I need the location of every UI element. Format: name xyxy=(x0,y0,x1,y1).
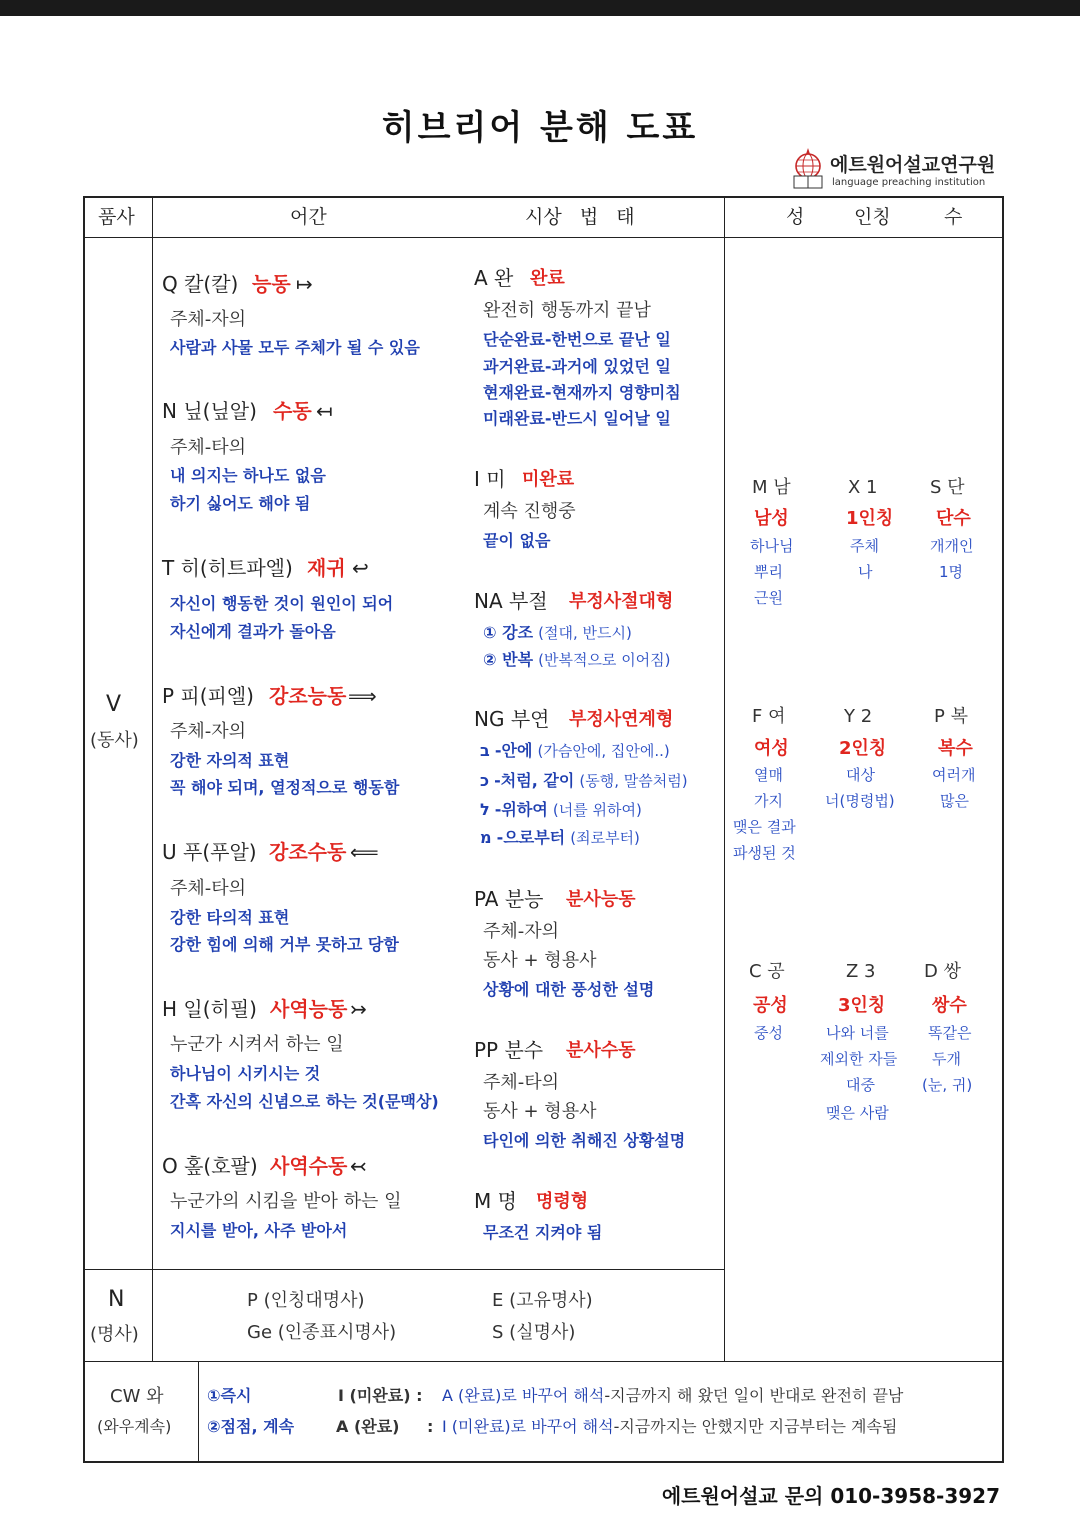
cw-row1-label: ①즉시 xyxy=(207,1386,252,1405)
tense-m-line: 무조건 지켜야 됨 xyxy=(483,1223,603,1242)
ng-item: כ -처럼, 같이 (동행, 말씀처럼) xyxy=(480,771,688,790)
stem-u-line: 강한 타의적 표현 xyxy=(170,908,290,927)
stem-o-name: 사역수동 xyxy=(270,1154,348,1178)
number-s-code: S 단 xyxy=(930,477,965,498)
stem-u-subject: 주체-타의 xyxy=(170,878,247,899)
stem-o-line: 지시를 받아, 사주 받아서 xyxy=(170,1221,348,1240)
cw-row2-label: ②점점, 계속 xyxy=(207,1417,295,1436)
number-p-line: 여러개 xyxy=(932,766,976,784)
verb-name: (동사) xyxy=(90,730,139,751)
na-item: ② 반복 (반복적으로 이어짐) xyxy=(483,650,671,669)
person-3-line: 제외한 자들 xyxy=(820,1050,898,1068)
number-p-code: P 복 xyxy=(934,706,968,727)
stem-q-name: 능동 xyxy=(252,272,291,296)
gender-m-line: 근원 xyxy=(754,589,783,607)
tense-na-name: 부정사절대형 xyxy=(569,591,674,612)
cw-row2-colon: : xyxy=(427,1417,434,1436)
person-1-code: X 1 xyxy=(848,477,878,498)
noun-item: P (인칭대명사) xyxy=(247,1290,365,1311)
stem-q-arrow-icon: ↦ xyxy=(296,272,313,296)
person-1-line: 나 xyxy=(858,563,873,581)
tense-pp-line: 타인에 의한 취해진 상황설명 xyxy=(483,1131,686,1150)
gender-m-line: 하나님 xyxy=(750,537,794,555)
gender-m-line: 뿌리 xyxy=(754,563,783,581)
stem-h-code: H 일(히필) xyxy=(162,997,257,1021)
tense-pa-name: 분사능동 xyxy=(566,889,636,910)
na-item: ① 강조 (절대, 반드시) xyxy=(483,623,632,642)
globe-logo-icon xyxy=(788,146,828,192)
logo xyxy=(788,146,1008,192)
stem-n-subject: 주체-타의 xyxy=(170,437,247,458)
cw-divider xyxy=(83,1361,1004,1362)
ng-item: מ -으로부터 (죄로부터) xyxy=(480,828,640,847)
number-s-name: 단수 xyxy=(936,508,971,529)
table-border-top xyxy=(83,196,1004,198)
person-1-line: 주체 xyxy=(850,537,879,555)
ng-item: ב -안에 (가슴안에, 집안에..) xyxy=(480,741,670,760)
person-3-code: Z 3 xyxy=(846,961,876,982)
stem-t-name: 재귀 xyxy=(307,556,346,580)
tense-a-line: 단순완료-한번으로 끝난 일 xyxy=(483,330,671,349)
tense-na-code: NA 부절 xyxy=(474,589,548,613)
person-3-line: 대중 xyxy=(846,1076,875,1094)
tense-pa-extra: 동사 + 형용사 xyxy=(483,950,597,971)
tense-i-subject: 계속 진행중 xyxy=(483,501,576,522)
footer-contact: 에트원어설교 문의 010-3958-3927 xyxy=(661,1484,1000,1508)
stem-h-line: 하나님이 시키시는 것 xyxy=(170,1064,321,1083)
noun-item: S (실명사) xyxy=(492,1322,576,1343)
stem-h-subject: 누군가 시켜서 하는 일 xyxy=(170,1034,344,1055)
tense-pp-subject: 주체-타의 xyxy=(483,1072,560,1093)
ng-item: ל -위하여 (너를 위하여) xyxy=(480,800,642,819)
table-border-left xyxy=(83,196,85,1463)
noun-code: N xyxy=(108,1287,125,1312)
gender-f-code: F 여 xyxy=(752,706,786,727)
cw-row1-desc: A (완료)로 바꾸어 해석-지금까지 해 왔던 일이 반대로 완전히 끝남 xyxy=(442,1386,904,1405)
tense-m-name: 명령형 xyxy=(536,1191,589,1212)
stem-t-code: T 히(히트파엘) xyxy=(162,556,293,580)
tense-a-code: A 완 xyxy=(474,266,514,290)
number-d-name: 쌍수 xyxy=(932,995,967,1016)
person-2-name: 2인칭 xyxy=(839,738,887,759)
stem-q-line: 사람과 사물 모두 주체가 될 수 있음 xyxy=(170,338,420,357)
stem-t-line: 자신에게 결과가 돌아옴 xyxy=(170,622,336,641)
table-border-bottom xyxy=(83,1461,1004,1463)
gender-c-name: 공성 xyxy=(753,995,788,1016)
person-2-line: 너(명령법) xyxy=(825,792,895,810)
stem-o-arrow-icon: ↢ xyxy=(350,1154,367,1178)
header-gender: 성 xyxy=(786,206,805,228)
cw-column-divider xyxy=(198,1361,199,1462)
tense-a-line: 미래완료-반드시 일어날 일 xyxy=(483,409,671,428)
gender-f-line: 열매 xyxy=(754,766,783,784)
stem-t-line: 자신이 행동한 것이 원인이 되어 xyxy=(170,594,394,613)
gender-f-line: 가지 xyxy=(754,792,783,810)
header-pos: 품사 xyxy=(98,206,135,228)
stem-p-line: 꼭 해야 되며, 열정적으로 행동함 xyxy=(170,778,400,797)
noun-item: Ge (인종표시명사) xyxy=(247,1322,397,1343)
tense-pa-subject: 주체-자의 xyxy=(483,921,560,942)
person-3-line: 나와 너를 xyxy=(826,1024,889,1042)
tense-m-code: M 명 xyxy=(474,1189,517,1213)
tense-ng-name: 부정사연계형 xyxy=(569,709,674,730)
person-2-code: Y 2 xyxy=(844,706,873,727)
person-3-name: 3인칭 xyxy=(838,995,886,1016)
tense-a-name: 완료 xyxy=(530,268,565,289)
cw-code: CW 와 xyxy=(110,1386,164,1407)
gender-f-line: 맺은 결과 xyxy=(733,818,796,836)
tense-a-line: 과거완료-과거에 있었던 일 xyxy=(483,357,671,376)
cw-name: (와우계속) xyxy=(97,1417,172,1436)
stem-h-line: 간혹 자신의 신념으로 하는 것(문맥상) xyxy=(170,1092,439,1111)
number-d-line: 두개 xyxy=(932,1050,961,1068)
stem-p-line: 강한 자의적 표현 xyxy=(170,751,290,770)
person-3-line: 맺은 사람 xyxy=(826,1104,889,1122)
noun-item: E (고유명사) xyxy=(492,1290,593,1311)
number-s-line: 개개인 xyxy=(930,537,974,555)
cw-row1-mid: I (미완료) : xyxy=(338,1386,423,1405)
tense-i-code: I 미 xyxy=(474,467,506,491)
person-2-line: 대상 xyxy=(846,766,875,784)
number-d-line: 똑같은 xyxy=(928,1024,972,1042)
stem-n-name: 수동 xyxy=(273,399,312,423)
number-s-line: 1명 xyxy=(939,563,964,581)
tense-a-line: 현재완료-현재까지 영향미침 xyxy=(483,383,681,402)
tense-i-line: 끝이 없음 xyxy=(483,531,551,550)
stem-p-name: 강조능동 xyxy=(269,684,347,708)
noun-name: (명사) xyxy=(90,1324,139,1345)
stem-h-arrow-icon: ↣ xyxy=(350,997,367,1021)
table-border-right xyxy=(1002,196,1004,1463)
number-p-line: 많은 xyxy=(940,792,969,810)
header-tense: 시상 법 태 xyxy=(525,206,635,228)
top-bar xyxy=(0,0,1080,16)
tense-ng-code: NG 부연 xyxy=(474,707,550,731)
stem-o-subject: 누군가의 시킴을 받아 하는 일 xyxy=(170,1191,402,1212)
stem-p-subject: 주체-자의 xyxy=(170,721,247,742)
gender-f-name: 여성 xyxy=(754,738,789,759)
tense-pp-extra: 동사 + 형용사 xyxy=(483,1101,597,1122)
stem-u-name: 강조수동 xyxy=(269,840,347,864)
header-divider xyxy=(83,237,1004,238)
logo-subtitle: language preaching institution xyxy=(832,177,986,188)
verb-code: V xyxy=(106,692,122,717)
stem-q-code: Q 칼(칼) xyxy=(162,272,239,296)
gender-m-name: 남성 xyxy=(754,508,789,529)
gender-f-line: 파생된 것 xyxy=(733,844,796,862)
tense-pa-line: 상황에 대한 풍성한 설명 xyxy=(483,980,655,999)
stem-n-line: 내 의지는 하나도 없음 xyxy=(170,466,326,485)
stem-h-name: 사역능동 xyxy=(270,997,348,1021)
cw-row2-mid: A (완료) xyxy=(336,1417,400,1436)
gender-column-divider xyxy=(724,196,725,1362)
number-d-code: D 쌍 xyxy=(924,961,961,982)
tense-pp-name: 분사수동 xyxy=(566,1040,636,1061)
person-1-name: 1인칭 xyxy=(846,508,894,529)
verb-noun-divider xyxy=(83,1269,724,1270)
tense-pp-code: PP 분수 xyxy=(474,1038,544,1062)
stem-p-code: P 피(피엘) xyxy=(162,684,254,708)
stem-n-code: N 닢(닢알) xyxy=(162,399,257,423)
header-number: 수 xyxy=(944,206,963,228)
gender-c-code: C 공 xyxy=(749,961,785,982)
stem-u-line: 강한 힘에 의해 거부 못하고 당함 xyxy=(170,935,399,954)
tense-i-name: 미완료 xyxy=(522,469,575,490)
number-d-line: (눈, 귀) xyxy=(922,1076,973,1094)
stem-n-line: 하기 싫어도 해야 됨 xyxy=(170,494,311,513)
logo-name: 에트원어설교연구원 xyxy=(830,154,996,176)
header-person: 인칭 xyxy=(854,206,891,228)
stem-t-arrow-icon: ↩ xyxy=(352,556,369,580)
page-title: 히브리어 분해 도표 xyxy=(381,108,699,148)
stem-u-arrow-icon: ⟸ xyxy=(350,840,379,864)
number-p-name: 복수 xyxy=(938,738,973,759)
gender-c-line: 중성 xyxy=(754,1024,783,1042)
stem-u-code: U 푸(푸알) xyxy=(162,840,257,864)
stem-o-code: O 홒(호팔) xyxy=(162,1154,258,1178)
tense-pa-code: PA 분능 xyxy=(474,887,544,911)
tense-a-subject: 완전히 행동까지 끝남 xyxy=(483,300,651,321)
gender-m-code: M 남 xyxy=(752,477,791,498)
stem-n-arrow-icon: ↤ xyxy=(316,399,333,423)
header-stem: 어간 xyxy=(290,206,327,228)
cw-row2-desc: I (미완료)로 바꾸어 해석-지금까지는 안했지만 지금부터는 계속됨 xyxy=(442,1417,898,1436)
stem-p-arrow-icon: ⟹ xyxy=(348,684,377,708)
pos-column-divider xyxy=(152,196,153,1362)
stem-q-subject: 주체-자의 xyxy=(170,309,247,330)
